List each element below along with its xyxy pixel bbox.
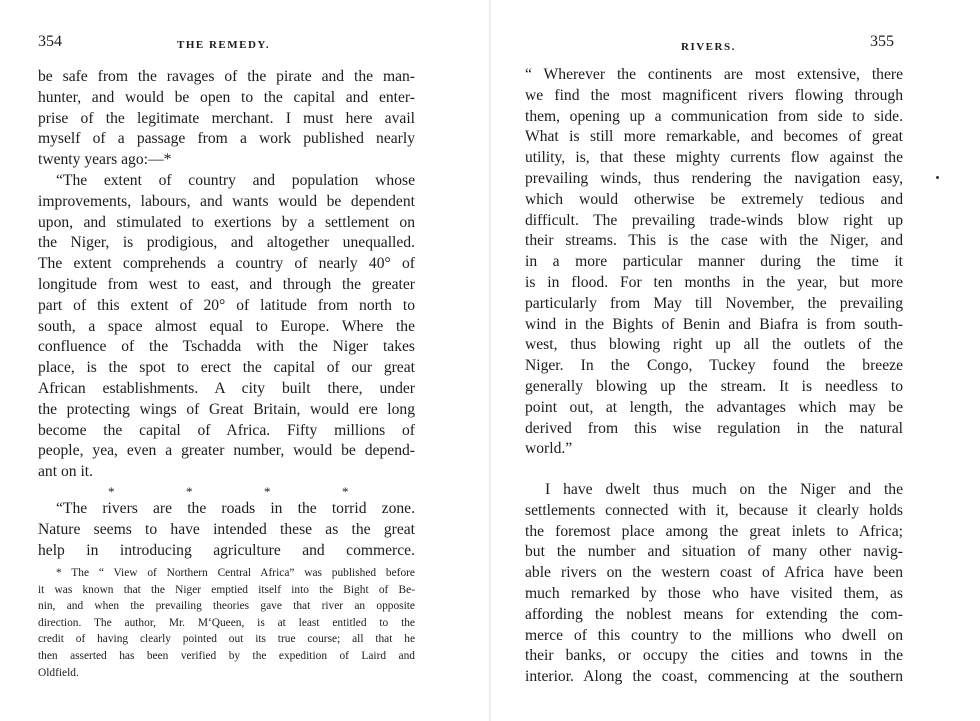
text-line: myself of a passage from a work published nearly	[38, 130, 415, 148]
page-number-right: 355	[870, 33, 894, 50]
text-line: able rivers on the western coast of Africa have been	[525, 564, 903, 582]
text-line: I have dwelt thus much on the Niger and the	[545, 481, 903, 498]
text-line: confluence of the Tschadda with the Niger takes	[38, 338, 415, 356]
left-quote-1	[38, 171, 415, 483]
footnote-line: then asserted has been verified by the expedition of Laird and	[38, 649, 415, 662]
text-line: but the number and situation of many other navig-	[525, 543, 903, 561]
footnote-line: nin, and when the prevailing theories gave that river an opposite	[38, 600, 415, 613]
text-line: their streams. This is the case with the Niger, and	[525, 232, 903, 250]
text-line: them, opening up a communication from side to side.	[525, 107, 903, 125]
text-line: the protecting wings of Great Britain, would ere long	[38, 400, 415, 418]
footnote-line: it was known that the Niger emptied itself into the Bight of Be-	[38, 583, 415, 596]
star: *	[264, 484, 271, 499]
text-line: generally blowing up the stream. It is needless to	[525, 377, 903, 395]
text-line: hunter, and would be open to the capital and enter-	[38, 88, 415, 106]
text-line: utility, is, that these mighty currents flow against the	[525, 149, 903, 167]
text-line: twenty years ago:—*	[38, 151, 172, 169]
text-line: affording the noblest means for extending the com-	[525, 605, 903, 623]
text-line: Nature seems to have intended these as the great	[38, 520, 415, 538]
text-line: we find the most magnificent rivers flowing through	[525, 86, 903, 104]
text-line: people, yea, even a greater number, would be depend-	[38, 442, 415, 460]
text-line: their banks, or occupy the cities and towns in the	[525, 647, 903, 665]
footnote-line: Oldfield.	[38, 666, 79, 679]
text-line: merce of this country to the millions who dwell on	[525, 626, 903, 644]
text-line: is in flood. For ten months in the year, but more	[525, 273, 903, 291]
text-line: African establishments. A city built there, under	[38, 379, 415, 397]
text-line: place, is the spot to erect the capital of our great	[38, 359, 415, 377]
footnote-line: credit of having clearly pointed out its true course; all that he	[38, 633, 415, 646]
right-paragraph	[525, 480, 903, 688]
star: *	[342, 484, 349, 499]
text-line: prevailing winds, thus rendering the navigation easy,	[525, 169, 903, 187]
text-line: derived from this wise regulation in the natural	[525, 419, 903, 437]
text-line: upon, and stimulated to exertions by a settlement on	[38, 213, 415, 231]
text-line: much remarked by those who have visited them, as	[525, 584, 903, 602]
text-line: particularly from May till November, the prevailing	[525, 294, 903, 312]
text-line: The extent comprehends a country of nearly 40° of	[38, 255, 415, 273]
running-head-left: THE REMEDY.	[177, 39, 271, 51]
text-line: south, a space almost equal to Europe. Where the	[38, 317, 415, 335]
footnote-line: * The “ View of Northern Central Africa” was published before	[56, 567, 415, 579]
text-line: which would otherwise be extremely tedious and	[525, 190, 903, 208]
text-line: difficult. The prevailing trade-winds blow right up	[525, 211, 903, 229]
right-page	[490, 0, 980, 721]
running-head-right: RIVERS.	[681, 41, 736, 53]
text-line: Niger. In the Congo, Tuckey found the breeze	[525, 357, 903, 375]
text-line: prise of the legitimate merchant. I must here avail	[38, 109, 415, 127]
text-line: the Niger, is prodigious, and altogether unequalled.	[38, 234, 415, 252]
text-line: settlements connected with it, because it clearly holds	[525, 501, 903, 519]
text-line: What is still more remarkable, and becomes of great	[525, 128, 903, 146]
right-quote	[525, 65, 903, 460]
text-line: west, thus blowing right up all the outlets of the	[525, 336, 903, 354]
text-line: improvements, labours, and wants would be dependent	[38, 192, 415, 210]
text-line: in a more particular manner during the time it	[525, 253, 903, 271]
left-paragraph-1	[38, 67, 415, 171]
text-line: help in introducing agriculture and commerce.	[38, 541, 415, 559]
star: *	[186, 484, 193, 499]
text-line: become the capital of Africa. Fifty millions of	[38, 421, 415, 439]
text-line: “The extent of country and population whose	[56, 172, 415, 189]
text-line: part of this extent of 20° of latitude from north to	[38, 296, 415, 314]
text-line: wind in the Bights of Benin and Biafra is from south-	[525, 315, 903, 333]
text-line: the foremost place among the great inlets to Africa;	[525, 522, 903, 540]
page-number-left: 354	[38, 33, 62, 50]
text-line: ant on it.	[38, 463, 94, 481]
text-line: interior. Along the coast, commencing at the southern	[525, 668, 903, 686]
text-line: be safe from the ravages of the pirate and the man-	[38, 68, 415, 85]
text-line: longitude from west to east, and through the greater	[38, 275, 415, 293]
star: *	[108, 484, 115, 499]
footnote	[38, 565, 415, 681]
text-line: world.”	[525, 440, 573, 458]
text-line: “ Wherever the continents are most extensive, there	[525, 66, 903, 83]
text-line: “The rivers are the roads in the torrid zone.	[56, 500, 415, 517]
text-line: point out, at length, the advantages which may be	[525, 398, 903, 416]
left-quote-2	[38, 499, 415, 561]
page-speck	[936, 176, 939, 179]
footnote-line: direction. The author, Mr. M‘Queen, is at least entitled to the	[38, 616, 415, 629]
